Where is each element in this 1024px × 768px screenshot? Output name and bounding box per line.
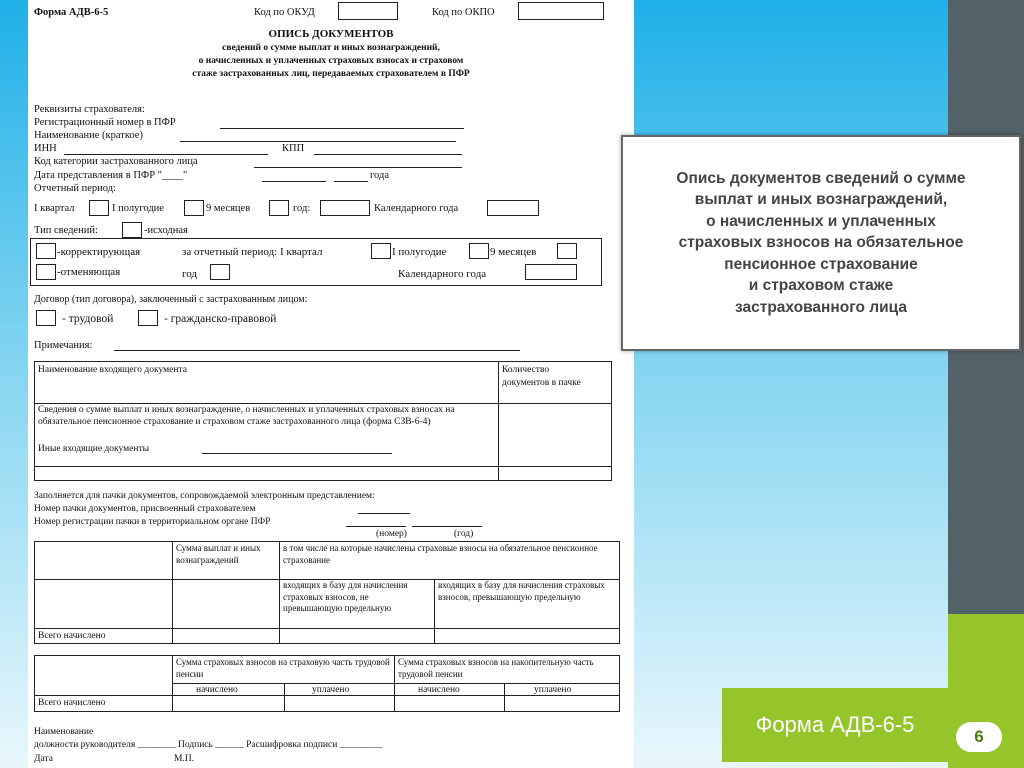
caption-line-3: о начисленных и уплаченных: [706, 212, 936, 230]
tbl1-row2: Иные входящие документы: [38, 444, 149, 454]
pack-number-label: Номер пачки документов, присвоенный страхователем: [34, 504, 256, 514]
tbl1-head-qty: Количество документов в пачке: [502, 365, 581, 388]
labor-box: [36, 310, 56, 326]
m9-label: 9 месяцев: [206, 203, 251, 214]
year2-box: [210, 264, 230, 280]
caption-box: [621, 135, 1021, 351]
form-label: Форма АДВ-6-5: [722, 688, 948, 762]
tbl1-row1: Сведения о сумме выплат и иных вознаграждение, о начисленных и уплаченных страховых взносах на обязательное пенсионное страхование и страховом стаже застрахованного лица (форма СЗВ-6-4): [38, 405, 455, 427]
year-lbl: (год): [454, 529, 474, 539]
reg-number-label: Регистрационный номер в ПФР: [34, 117, 176, 128]
caption-line-2: выплат и иных вознаграждений,: [694, 191, 948, 209]
head-position-2: должности руководителя ________ Подпись ______ Расшифровка подписи _________: [34, 740, 383, 750]
caption-line-6: и страховом стаже: [748, 277, 894, 295]
tbl3-accrued-1: начислено: [196, 685, 238, 695]
notes-label: Примечания:: [34, 340, 93, 351]
tbl3-paid-2: уплачено: [534, 685, 572, 695]
m9-box: [269, 200, 289, 216]
initial-label: -исходная: [144, 225, 188, 236]
cal-year-box: [487, 200, 539, 216]
okpo-label: Код по ОКПО: [432, 7, 495, 18]
scanned-form-document: [28, 0, 634, 768]
okud-box: [338, 2, 398, 20]
tbl1-head-name: Наименование входящего документа: [38, 365, 187, 375]
tbl3-fund: Сумма страховых взносов на накопительную часть трудовой пенсии: [398, 657, 594, 679]
year-word: года: [370, 170, 389, 181]
h1b-label: I полугодие: [392, 246, 447, 258]
caption-line-7: застрахованного лица: [734, 298, 907, 316]
h1b-box: [469, 243, 489, 259]
info-type-label: Тип сведений:: [34, 225, 98, 236]
total1-label: Всего начислено: [38, 631, 106, 641]
pack-reg-label: Номер регистрации пачки в территориальном органе ПФР: [34, 517, 271, 527]
inn-label: ИНН: [34, 143, 57, 154]
okpo-box: [518, 2, 604, 20]
electronic-note: Заполняется для пачки документов, сопровождаемой электронным представлением:: [34, 491, 375, 501]
tbl3-paid-1: уплачено: [312, 685, 350, 695]
requisites-label: Реквизиты страхователя:: [34, 104, 145, 115]
mp-label: М.П.: [174, 754, 195, 764]
caption-line-4: страховых взносов на обязательное: [678, 234, 964, 252]
cancelling-box: [36, 264, 56, 280]
labor-label: - трудовой: [62, 313, 114, 325]
okud-label: Код по ОКУД: [254, 7, 315, 18]
kpp-label: КПП: [282, 143, 305, 154]
contract-label: Договор (тип договора), заключенный с застрахованным лицом:: [34, 294, 308, 305]
h1-label: I полугодие: [112, 203, 164, 214]
year2-label: год: [182, 268, 198, 280]
tbl2-incl: в том числе на которые начислены страховые взносы на обязательное пенсионное страхование: [283, 543, 598, 565]
num-label: (номер): [376, 529, 407, 539]
initial-box: [122, 222, 142, 238]
tbl2-incl-a: входящих в базу для начисления страховых взносов, не превышающую предельную: [283, 580, 408, 613]
total2-label: Всего начислено: [38, 698, 106, 708]
corrective-label: -корректирующая: [57, 246, 141, 258]
doc-title: ОПИСЬ ДОКУМЕНТОВ: [268, 28, 394, 40]
for-period-label: за отчетный период: I квартал: [182, 246, 323, 258]
m9b-box: [557, 243, 577, 259]
page-number-badge: 6: [956, 722, 1002, 752]
civil-box: [138, 310, 158, 326]
tbl3-accrued-2: начислено: [418, 685, 460, 695]
cal-year-label: Календарного года: [374, 203, 459, 214]
period-label: Отчетный период:: [34, 183, 116, 194]
category-label: Код категории застрахованного лица: [34, 156, 198, 167]
q1-box: [89, 200, 109, 216]
form-code: Форма АДВ-6-5: [34, 7, 109, 18]
h1-box: [184, 200, 204, 216]
caption-line-5: пенсионное страхование: [724, 255, 918, 273]
doc-subtitle-1: сведений о сумме выплат и иных вознаграждений,: [222, 43, 440, 53]
m9b-label: 9 месяцев: [490, 246, 537, 258]
year-box: [320, 200, 370, 216]
head-position-1: Наименование: [34, 727, 94, 737]
tbl2-incl-b: входящих в базу для начисления страховых взносов, превышающую предельную: [438, 580, 605, 602]
tbl3-ins: Сумма страховых взносов на страховую часть трудовой пенсии: [176, 657, 390, 679]
date-label: Дата: [34, 754, 53, 764]
doc-subtitle-2: о начисленных и уплаченных страховых взносах и страховом: [198, 56, 464, 66]
corrective-box: [36, 243, 56, 259]
short-name-label: Наименование (краткое): [34, 130, 143, 141]
q1-label: I квартал: [34, 203, 75, 214]
cal-year2-box: [525, 264, 577, 280]
doc-subtitle-3: стаже застрахованных лиц, передаваемых страхователем в ПФР: [192, 69, 470, 79]
year-label: год:: [293, 203, 311, 214]
q1b-box: [371, 243, 391, 259]
cal-year2-label: Календарного года: [398, 268, 487, 280]
civil-label: - гражданско-правовой: [164, 313, 277, 325]
caption-line-1: Опись документов сведений о сумме: [676, 169, 966, 187]
cancelling-label: -отменяющая: [57, 266, 121, 278]
tbl2-sum: Сумма выплат и иных вознаграждений: [176, 543, 261, 565]
date-submitted-label: Дата представления в ПФР "____": [34, 170, 188, 181]
